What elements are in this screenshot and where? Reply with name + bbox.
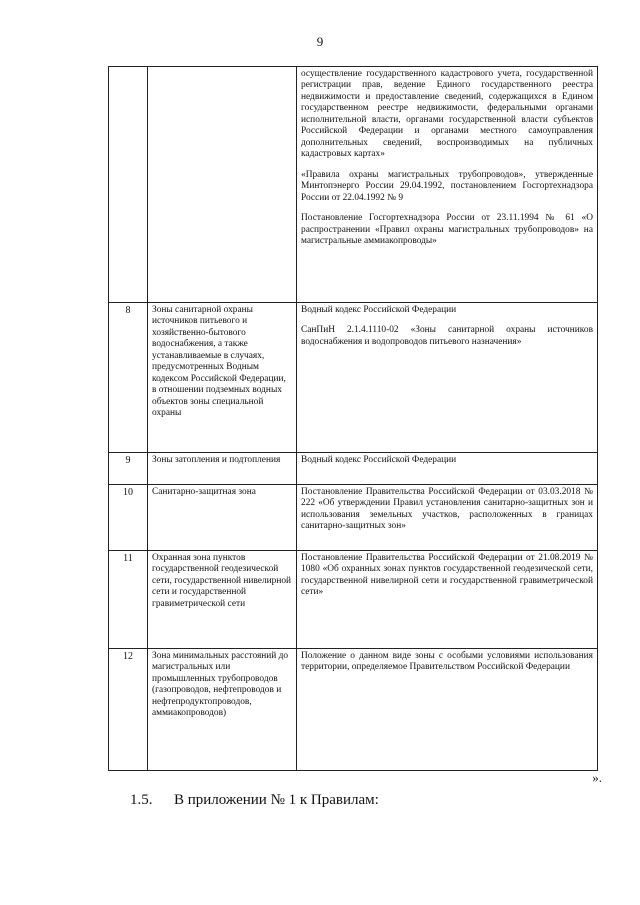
section-number: 1.5.: [130, 792, 153, 808]
section-heading: [130, 792, 379, 809]
table-row: [109, 551, 598, 649]
legal-documents: [297, 453, 598, 485]
document-entry: «Правила охраны магистральных трубопроводов», утвержденные Минтопэнерго России 29.04.1992, постановлением Госгортехнадзора России от 22.04.1992 № 9: [301, 169, 593, 203]
zone-name: [148, 67, 297, 303]
zone-name: Зоны затопления и подтопления: [148, 453, 297, 485]
legal-documents: [297, 303, 598, 453]
table-row: [109, 649, 598, 771]
document-entry: Положение о данном виде зоны с особыми условиями использования территории, определяемое Правительством Российской Федерации: [301, 651, 593, 673]
zone-name: Зоны санитарной охраны источников питьевого и хозяйственно-бытового водоснабжения, а также устанавливаемые в случаях, предусмотренных Водным кодексом Российской Федерации, в отношении подземных водных объектов зоны специальной охраны: [148, 303, 297, 453]
legal-documents: [297, 551, 598, 649]
document-entry: СанПиН 2.1.4.1110-02 «Зоны санитарной охраны источников водоснабжения и водопроводов питьевого назначения»: [301, 325, 593, 347]
closing-quote: ».: [592, 770, 602, 785]
table-row: [109, 67, 598, 303]
section-text: В приложении № 1 к Правилам:: [174, 792, 379, 808]
zone-name: Охранная зона пунктов государственной геодезической сети, государственной нивелирной сети и государственной гравиметрической сети: [148, 551, 297, 649]
row-number: 12: [109, 649, 148, 771]
table-row: [109, 453, 598, 485]
document-entry: Водный кодекс Российской Федерации: [301, 305, 457, 315]
document-entry: Постановление Правительства Российской Федерации от 03.03.2018 № 222 «Об утверждении Правил установления санитарно-защитных зон и использования земельных участков, расположенных в границах санитарно-защитных зон»: [301, 487, 593, 532]
document-entry: осуществление государственного кадастрового учета, государственной регистрации прав, ведение Единого государственного реестра недвижимости и предоставление сведений, содержащихся в Едином государственном реестре недвижимости, федеральными органами исполнительной власти, органами государственной власти субъектов Российской Федерации и органами местного самоуправления дополнительных сведений, воспроизводимых на публичных кадастровых картах»: [301, 69, 593, 160]
page-number: 9: [316, 34, 324, 49]
row-number: 10: [109, 485, 148, 551]
zone-name: Санитарно-защитная зона: [148, 485, 297, 551]
table-row: [109, 485, 598, 551]
row-number: 9: [109, 453, 148, 485]
document-entry: Постановление Госгортехнадзора России от 23.11.1994 № 61 «О распространении «Правил охраны магистральных трубопроводов» на магистральные аммиакопроводы»: [301, 213, 593, 247]
legal-documents: [297, 649, 598, 771]
row-number: 8: [109, 303, 148, 453]
document-entry: Водный кодекс Российской Федерации: [301, 455, 457, 465]
document-entry: Постановление Правительства Российской Федерации от 21.08.2019 № 1080 «Об охранных зонах пунктов государственной геодезической сети, государственной нивелирной сети и государственной гравиметрической сети»: [301, 553, 593, 598]
table-row: [109, 303, 598, 453]
zone-name: Зона минимальных расстояний до магистральных или промышленных трубопроводов (газопроводов, нефтепроводов и нефтепродуктопроводов, аммиакопроводов): [148, 649, 297, 771]
row-number: 11: [109, 551, 148, 649]
legal-documents: [297, 67, 598, 303]
legal-documents: [297, 485, 598, 551]
row-number: [109, 67, 148, 303]
zones-table: [108, 66, 598, 771]
